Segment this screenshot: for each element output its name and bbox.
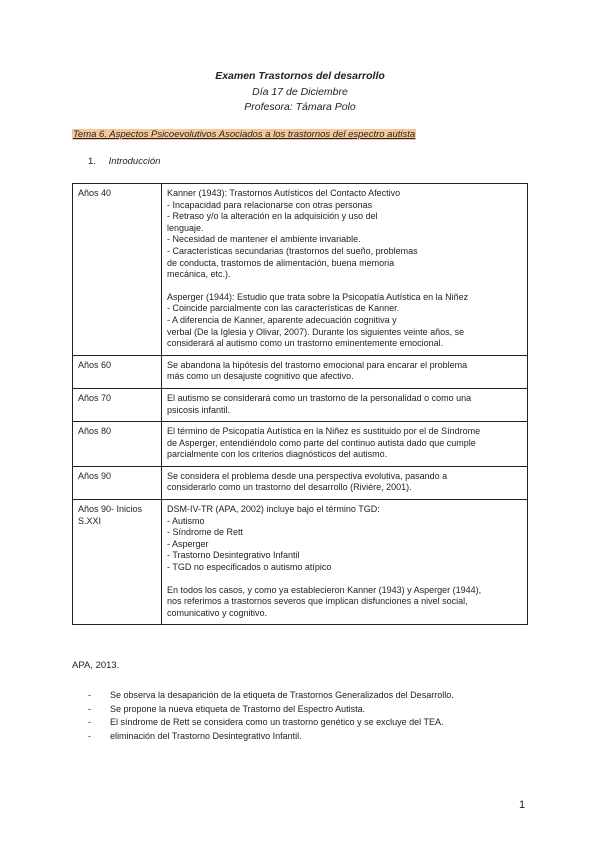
description-line: - Síndrome de Rett [167, 527, 244, 538]
description-line: psicosis infantil. [167, 404, 231, 415]
list-item [88, 730, 454, 744]
exam-teacher: Profesora: Támara Polo [244, 101, 356, 113]
apa-heading: APA, 2013. [72, 660, 120, 671]
list-item [88, 689, 454, 703]
description-cell [162, 500, 528, 625]
description-line: de Asperger, entendiéndolo como parte del continuo autista dado que cumple [167, 437, 476, 448]
section-heading [88, 156, 160, 167]
period-cell: Años 60 [73, 355, 162, 388]
description-line: - Retraso y/o la alteración en la adquisición y uso del [167, 211, 378, 222]
paragraph-gap [167, 281, 522, 292]
period-cell: Años 90 [73, 466, 162, 499]
period-cell: Años 40 [73, 184, 162, 356]
description-line: considerarlo como un trastorno del desarrollo (Rivière, 2001). [167, 482, 412, 493]
description-line: - Asperger [167, 538, 209, 549]
period-cell: Años 70 [73, 388, 162, 421]
exam-title: Examen Trastornos del desarrollo [215, 70, 385, 82]
table-row [73, 184, 528, 356]
description-line: - Autismo [167, 515, 205, 526]
description-line: más como un desajuste cognitivo que afectivo. [167, 371, 354, 382]
description-line: parcialmente con los criterios diagnósticos del autismo. [167, 449, 388, 460]
list-item [88, 716, 454, 730]
description-line: mecánica, etc.). [167, 269, 231, 280]
list-item [88, 703, 454, 717]
description-line: - A diferencia de Kanner, aparente adecuación cognitiva y [167, 314, 397, 325]
description-line: Asperger (1944): Estudio que trata sobre la Psicopatía Autística en la Niñez [167, 291, 469, 302]
table-row [73, 466, 528, 499]
description-line: - Trastorno Desintegrativo Infantil [167, 550, 300, 561]
apa-changes-list [88, 689, 454, 743]
table-row [73, 500, 528, 625]
description-line: DSM-IV-TR (APA, 2002) incluye bajo el término TGD: [167, 504, 380, 515]
period-cell: Años 80 [73, 422, 162, 467]
description-line: Se considera el problema desde una perspectiva evolutiva, pasando a [167, 470, 448, 481]
description-line: El autismo se considerará como un trastorno de la personalidad o como una [167, 392, 472, 403]
description-line: verbal (De la Iglesia y Olivar, 2007). Durante los siguientes veinte años, se [167, 326, 465, 337]
description-line: de conducta, trastornos de alimentación, buena memoria [167, 257, 395, 268]
description-line: Kanner (1943): Trastornos Autísticos del Contacto Afectivo [167, 188, 401, 198]
timeline-table [72, 183, 528, 625]
section-number: 1. [88, 156, 96, 167]
description-line: lenguaje. [167, 222, 204, 233]
description-line: - Características secundarias (trastornos del sueño, problemas [167, 245, 418, 256]
paragraph-gap [167, 574, 522, 585]
table-row [73, 422, 528, 467]
description-cell [162, 422, 528, 467]
description-line: comunicativo y cognitivo. [167, 607, 268, 618]
section-label: Introducción [108, 156, 161, 167]
description-line: considerará al autismo como un trastorno eminentemente emocional. [167, 338, 444, 349]
exam-date: Día 17 de Diciembre [252, 86, 348, 98]
table-row [73, 355, 528, 388]
description-line: - Incapacidad para relacionarse con otras personas [167, 199, 373, 210]
description-cell [162, 184, 528, 356]
description-line: En todos los casos, y como ya establecieron Kanner (1943) y Asperger (1944), [167, 584, 482, 595]
description-line: nos referimos a trastornos severos que implican disfunciones a nivel social, [167, 596, 468, 607]
description-line: El término de Psicopatía Autística en la Niñez es sustituido por el de Síndrome [167, 426, 481, 437]
page-number: 1 [519, 799, 526, 811]
list-item-text: Se propone la nueva etiqueta de Trastorno del Espectro Autista. [110, 703, 366, 714]
list-item-text: El síndrome de Rett se considera como un trastorno genético y se excluye del TEA. [110, 717, 444, 727]
description-line: - Coincide parcialmente con las características de Kanner. [167, 303, 400, 314]
table-row [73, 388, 528, 421]
description-cell [162, 466, 528, 499]
period-cell: Años 90- Inicios S.XXI [73, 500, 162, 625]
description-cell [162, 388, 528, 421]
description-line: - TGD no especificados o autismo atípico [167, 562, 332, 573]
description-line: - Necesidad de mantener el ambiente invariable. [167, 234, 361, 245]
bullet-dash: - [88, 703, 91, 714]
bullet-dash: - [88, 730, 91, 741]
bullet-dash: - [88, 717, 91, 727]
topic-heading: Tema 6. Aspectos Psicoevolutivos Asociados a los trastornos del espectro autista [73, 129, 416, 140]
description-cell [162, 355, 528, 388]
description-line: Se abandona la hipótesis del trastorno emocional para encarar el problema [167, 359, 468, 370]
bullet-dash: - [88, 690, 91, 700]
list-item-text: eliminación del Trastorno Desintegrativo Infantil. [110, 730, 302, 741]
list-item-text: Se observa la desaparición de la etiqueta de Trastornos Generalizados del Desarrollo. [110, 690, 454, 700]
